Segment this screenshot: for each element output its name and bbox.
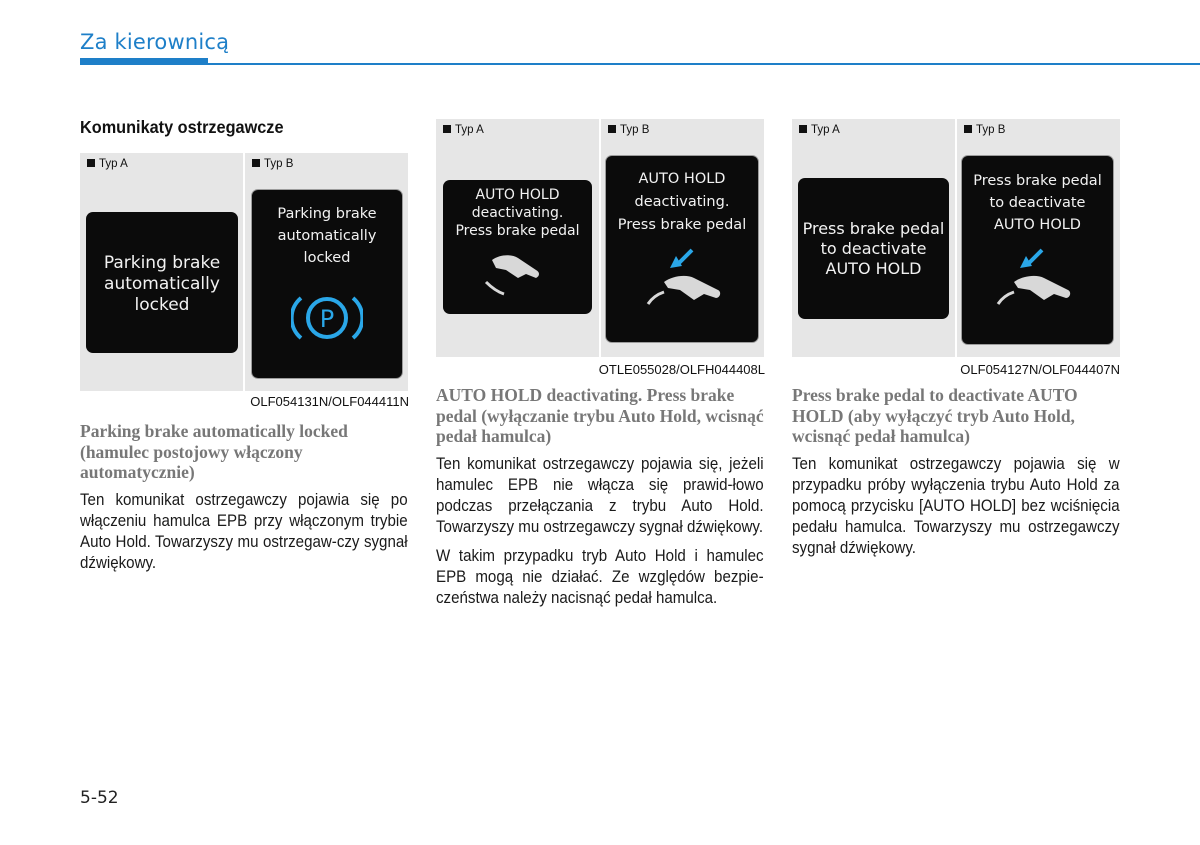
figure-press-brake-pedal (792, 119, 1120, 357)
type-b-label: Typ B (608, 124, 649, 136)
section-title: Komunikaty ostrzegawcze (80, 117, 284, 137)
display-type-a (798, 178, 949, 319)
warning-heading (436, 385, 771, 447)
display-type-b (961, 155, 1114, 345)
figure-code: OTLE055028/OLFH044408L (598, 362, 765, 377)
warning-heading (792, 385, 1122, 447)
display-message: Parking brake automatically locked (103, 253, 221, 315)
page-number: 5-52 (80, 788, 119, 808)
type-b-label: Typ B (964, 124, 1005, 136)
type-a-label: Typ A (799, 124, 840, 136)
paragraph: W takim przypadku tryb Auto Hold i hamulec EPB mogą nie działać. Ze względów bezpie-czeństwa należy nacisnąć pedał hamulca. (436, 546, 764, 607)
description (792, 453, 1120, 566)
heading-polish: (hamulec postojowy włączony automatycznie) (80, 441, 303, 482)
paragraph: Ten komunikat ostrzegawczy pojawia się, jeżeli hamulec EPB nie włącza się prawid-łowo podczas przełączania z trybu Auto Hold. Towarzyszy mu ostrzegawczy sygnał dźwiękowy. (436, 454, 764, 536)
display-type-a (86, 212, 238, 353)
heading-english: AUTO HOLD deactivating. Press brake pedal (436, 385, 735, 426)
heading-polish: (wyłączanie trybu Auto Hold, wcisnąć pedał hamulca) (436, 405, 764, 446)
parking-brake-icon (291, 288, 363, 348)
brake-pedal-icon (642, 246, 732, 316)
description (80, 489, 408, 581)
type-b-label: Typ B (252, 158, 293, 170)
brake-pedal-icon (992, 246, 1082, 316)
display-type-b (605, 155, 759, 343)
chapter-title: Za kierownicą (80, 30, 230, 54)
paragraph: Ten komunikat ostrzegawczy pojawia się po włączeniu hamulca EPB przy włączonym trybie Auto Hold. Towarzyszy mu ostrzegaw-czy sygnał dźwiękowy. (80, 490, 408, 572)
display-message: AUTO HOLD deactivating. Press brake pedal (455, 187, 580, 239)
display-message: Press brake pedal to deactivate AUTO HOLD (973, 173, 1102, 233)
figure-code: OLF054131N/OLF044411N (250, 394, 409, 409)
heading-english: Press brake pedal to deactivate AUTO HOLD (792, 385, 1078, 426)
brake-pedal-icon (478, 244, 558, 300)
display-type-a (443, 180, 592, 314)
display-type-b (251, 189, 403, 379)
display-message: AUTO HOLD deactivating. Press brake pedal (617, 171, 747, 233)
figure-code: OLF054127N/OLF044407N (960, 362, 1120, 377)
type-a-label: Typ A (87, 158, 128, 170)
paragraph: Ten komunikat ostrzegawczy pojawia się w przypadku próby wyłączenia trybu Auto Hold za pomocą przycisku [AUTO HOLD] bez wciśnięcia pedału hamulca. Towarzyszy mu ostrzegawczy sygnał dźwiękowy. (792, 454, 1120, 557)
svg-text:P: P (319, 305, 335, 333)
header-rule (80, 63, 1200, 65)
figure-parking-brake (80, 153, 408, 391)
type-a-label: Typ A (443, 124, 484, 136)
heading-polish: (aby wyłączyć tryb Auto Hold, wcisnąć pedał hamulca) (792, 405, 1075, 446)
warning-heading (80, 421, 410, 483)
figure-auto-hold-deactivating (436, 119, 764, 357)
heading-english: Parking brake automatically locked (80, 421, 348, 441)
description (436, 453, 764, 616)
display-message: Press brake pedal to deactivate AUTO HOLD (802, 219, 945, 278)
display-message: Parking brake automatically locked (277, 206, 377, 266)
